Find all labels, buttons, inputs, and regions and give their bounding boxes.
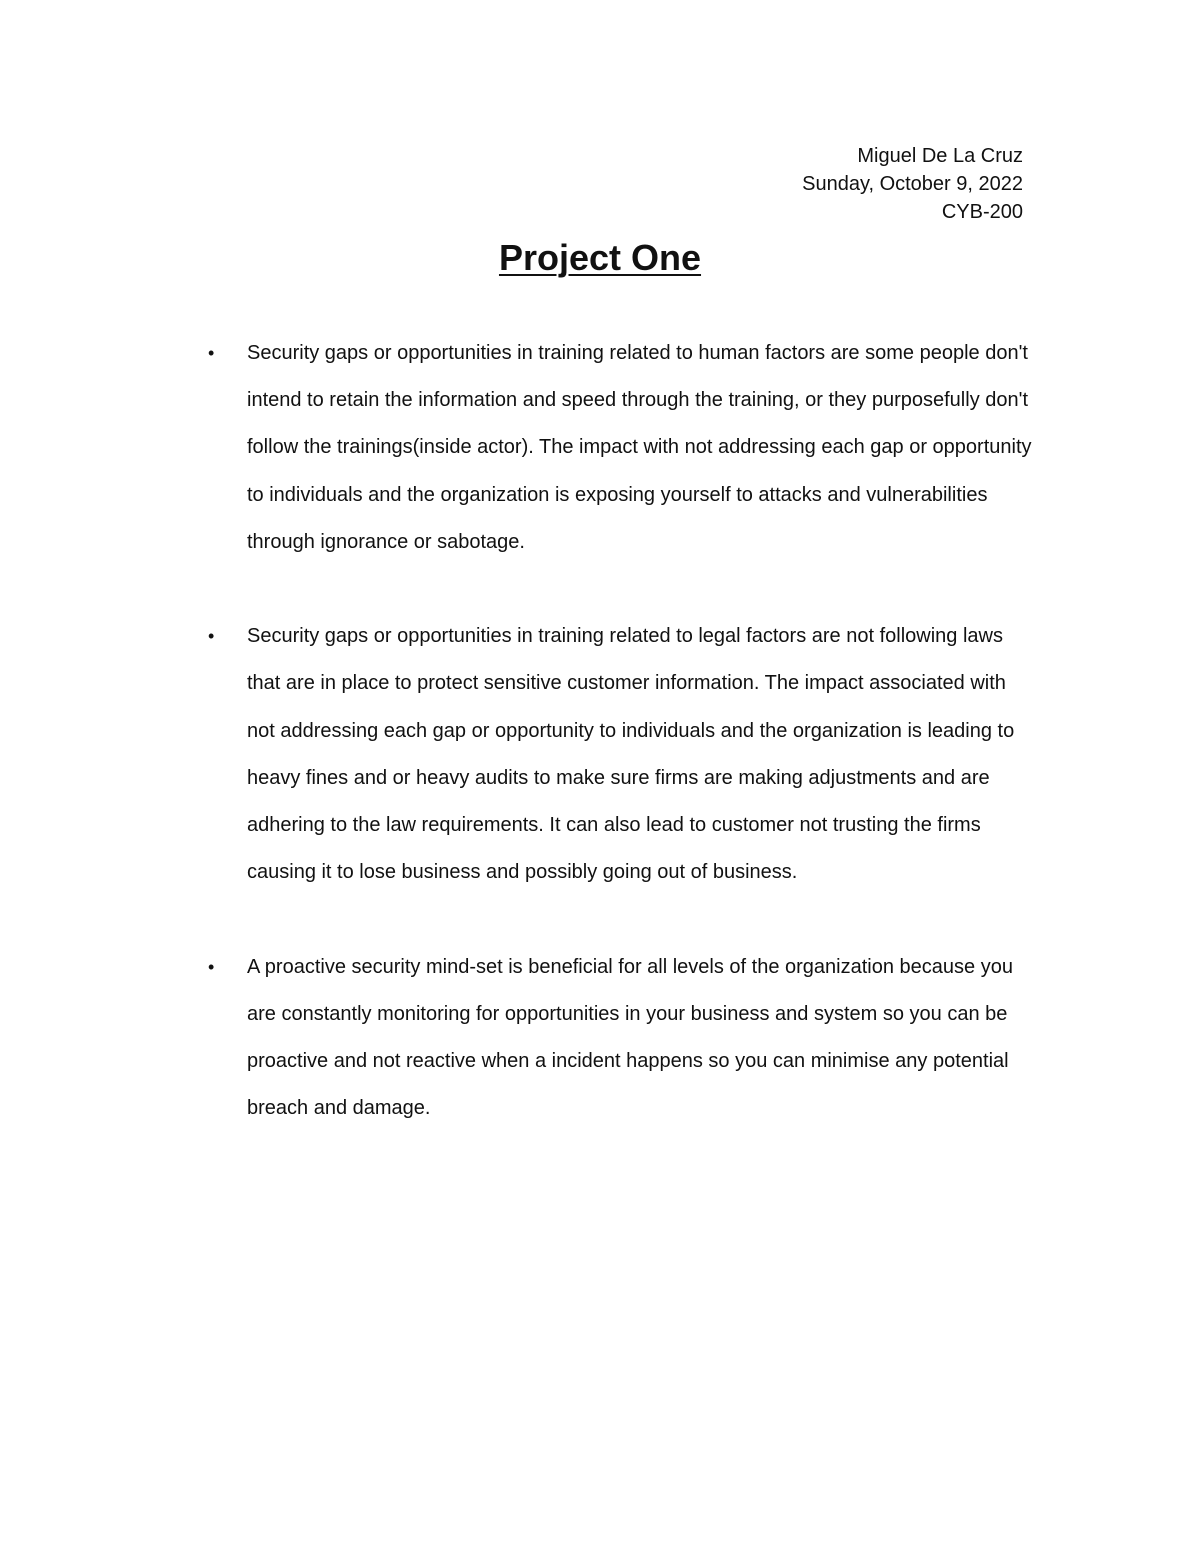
bullet-item-legal-factors: [0, 613, 1037, 896]
bullet-item-human-factors: [0, 330, 1037, 566]
document-date: Sunday, October 9, 2022: [802, 173, 1023, 195]
bullet-text: Security gaps or opportunities in training related to legal factors are not following laws that are in place to protect sensitive customer information. The impact associated with not addressing each gap or opportunity to individuals and the organization is leading to heavy fines and or heavy audits to make sure firms are making adjustments and are adhering to the law requirements. It can also lead to customer not trusting the firms causing it to lose business and possibly going out of business.: [247, 625, 1015, 884]
header-block: [802, 142, 1023, 226]
bullet-text: Security gaps or opportunities in training related to human factors are some people don't intend to retain the information and speed through the training, or they purposefully don't follow the trainings(inside actor). The impact with not addressing each gap or opportunity to individuals and the organization is exposing yourself to attacks and vulnerabilities through ignorance or sabotage.: [247, 342, 1032, 553]
course-code: CYB-200: [941, 201, 1023, 223]
bullet-text: A proactive security mind-set is beneficial for all levels of the organization because you are constantly monitoring for opportunities in your business and system so you can be proactive and not reactive when a incident happens so you can minimise any potential breach and damage.: [247, 955, 1013, 1120]
bullet-icon: •: [208, 956, 215, 977]
bullet-list: [0, 330, 1200, 1180]
document-title: Project One: [498, 237, 702, 278]
author-name: Miguel De La Cruz: [857, 145, 1023, 167]
bullet-icon: •: [208, 626, 215, 647]
bullet-item-proactive-mindset: [0, 944, 1037, 1133]
bullet-icon: •: [208, 343, 215, 363]
